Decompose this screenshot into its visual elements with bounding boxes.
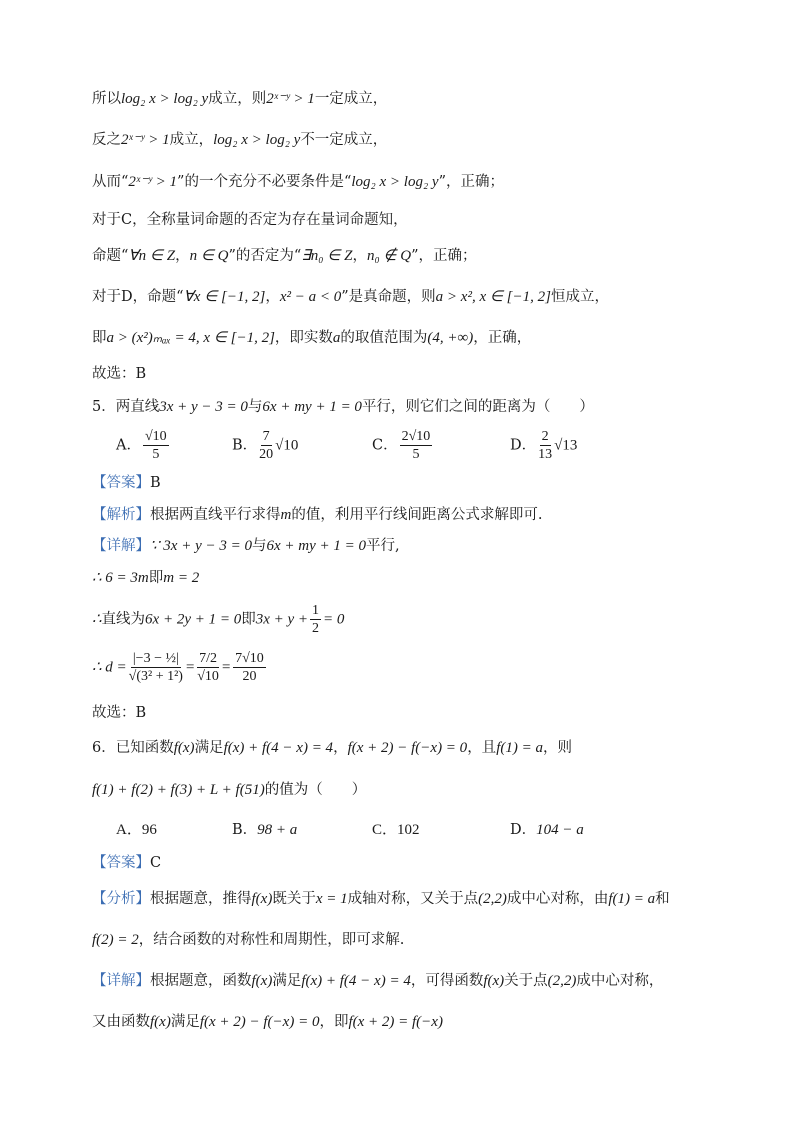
math-expr: 3x + y + <box>255 611 309 628</box>
text: ， <box>265 289 280 305</box>
math-expr: 2ˣ⁻ʸ > 1 <box>128 174 178 190</box>
denominator: 20 <box>242 669 257 684</box>
analysis-line-cont <box>92 930 404 950</box>
question-5-stem <box>92 397 594 417</box>
option-d <box>510 428 577 463</box>
math-expr: f(x) + f(4 − x) = 4 <box>301 973 411 989</box>
text-line <box>92 287 609 307</box>
option-a <box>116 428 171 463</box>
math-expr: f(x) <box>251 973 273 989</box>
text: 故选：B <box>92 366 147 382</box>
detail-tag: 【详解】 <box>92 538 150 554</box>
math-expr: f(x) + f(4 − x) = 4 <box>223 740 334 756</box>
step-line <box>92 650 268 685</box>
denominator: 2 <box>312 621 320 636</box>
option-b <box>232 428 298 463</box>
text-line <box>92 328 531 348</box>
denominator: 13 <box>538 447 553 462</box>
fraction <box>129 650 183 685</box>
text: ，即 <box>319 1014 349 1030</box>
text: 成立， <box>169 132 214 148</box>
text: 对于D，命题“ <box>92 289 184 305</box>
text: 满足 <box>194 740 224 756</box>
text: 成轴对称，又关于点 <box>347 891 479 907</box>
math-expr: 2ˣ⁻ʸ > 1 <box>266 91 315 107</box>
text: 即 <box>92 330 107 346</box>
text: 和 <box>655 891 670 907</box>
numerator: 7√10 <box>235 651 264 666</box>
math-expr: f(x + 2) − f(−x) = 0 <box>347 740 468 756</box>
option-label: B． <box>232 822 258 838</box>
math-expr: x = 1 <box>315 891 348 907</box>
option-label: D． <box>510 822 537 838</box>
text: ，即实数 <box>274 330 333 346</box>
text-line <box>92 130 387 150</box>
detail-line <box>92 536 400 556</box>
text: 成中心对称， <box>576 973 664 989</box>
math-expr: ∀n ∈ Z <box>128 248 176 264</box>
numerator: |−3 − ½| <box>132 651 179 666</box>
math-expr: = 0 <box>323 611 345 628</box>
text-line <box>92 210 408 230</box>
option-text: 104 − a <box>536 822 584 838</box>
text-line <box>92 246 476 266</box>
text: ，可得函数 <box>410 973 484 989</box>
option-label: A． <box>116 437 141 454</box>
text: 的值为（ ） <box>264 782 367 798</box>
answer-value: B <box>150 475 161 491</box>
math-expr: f(1) = a <box>608 891 656 907</box>
option-a <box>116 820 157 840</box>
math-expr: f(1) = a <box>496 740 543 756</box>
math-expr: f(x) <box>150 1014 171 1030</box>
text: ”的一个充分不必要条件是“ <box>177 174 352 190</box>
detail-line-cont <box>92 1012 443 1032</box>
math-expr: ∀x ∈ [−1, 2] <box>183 289 266 305</box>
option-d <box>510 820 584 840</box>
option-text: A．96 <box>116 822 157 838</box>
answer-line <box>92 853 161 873</box>
text: 即 <box>241 611 256 628</box>
text: 恒成立， <box>550 289 609 305</box>
math-expr: a > (x²)ₘₐₓ = 4, x ∈ [−1, 2] <box>106 330 275 346</box>
numerator: 2√10 <box>401 429 431 444</box>
analysis-line <box>92 505 542 525</box>
answer-value: C <box>150 855 162 871</box>
text: 的值，利用平行线间距离公式求解即可. <box>291 507 543 523</box>
text: ”的否定为“ <box>228 248 302 264</box>
math-expr: = <box>221 659 232 676</box>
option-label: B． <box>232 437 258 454</box>
step-line <box>92 602 344 637</box>
fraction <box>310 602 321 637</box>
option-text: 98 + a <box>257 822 298 838</box>
math-expr: f(2) = 2 <box>92 932 139 948</box>
math-expr: log₂ x > log₂ y <box>351 174 439 190</box>
math-expr: ∵ 3x + y − 3 = 0 <box>150 538 252 554</box>
text: ”，正确； <box>411 248 477 264</box>
fraction <box>538 428 552 463</box>
math-expr: (2,2) <box>478 891 507 907</box>
math-expr: a > x², x ∈ [−1, 2] <box>435 289 551 305</box>
detail-tag: 【详解】 <box>92 973 150 989</box>
fraction <box>197 650 219 685</box>
math-expr: a <box>332 330 341 346</box>
denominator: 20 <box>259 447 274 462</box>
analysis-tag: 【分析】 <box>92 891 150 907</box>
math-expr: f(x) <box>251 891 273 907</box>
text: ，正确， <box>473 330 532 346</box>
option-c <box>372 428 434 463</box>
text: 根据题意，推得 <box>150 891 252 907</box>
text: 对于C，全称量词命题的否定为存在量词命题知， <box>92 212 408 228</box>
math-expr: 3x + y − 3 = 0 <box>159 399 248 415</box>
option-b <box>232 820 297 840</box>
math-expr: f(x) <box>483 973 505 989</box>
math-expr: 6x + my + 1 = 0 <box>266 538 366 554</box>
text: ，且 <box>467 740 497 756</box>
text: ， <box>333 740 348 756</box>
text: 满足 <box>272 973 302 989</box>
text: 与 <box>247 399 263 415</box>
numerator: 2 <box>541 429 549 444</box>
numerator: 7/2 <box>199 651 217 666</box>
choice-line <box>92 703 146 723</box>
math-expr: n ∈ Q <box>189 248 229 264</box>
math-expr: ∴ d = <box>92 659 127 676</box>
text: 平行，则它们之间的距离为（ ） <box>361 399 594 415</box>
answer-tag: 【答案】 <box>92 475 150 491</box>
text: 反之 <box>92 132 121 148</box>
text: 成立，则 <box>208 91 267 107</box>
text: 所以 <box>92 91 121 107</box>
numerator: 7 <box>262 429 270 444</box>
step-line <box>92 568 199 588</box>
math-expr: f(x + 2) = f(−x) <box>348 1014 443 1030</box>
math-expr: 2ˣ⁻ʸ > 1 <box>121 132 170 148</box>
option-label: D． <box>510 437 537 454</box>
math-expr: m = 2 <box>163 570 200 586</box>
option-text: C．102 <box>372 822 420 838</box>
math-expr: 6x + my + 1 = 0 <box>262 399 362 415</box>
text: 一定成立， <box>314 91 388 107</box>
math-expr: (4, +∞) <box>427 330 474 346</box>
text: 命题“ <box>92 248 129 264</box>
text: 关于点 <box>504 973 548 989</box>
denominator: 5 <box>412 447 420 462</box>
text: 根据题意，函数 <box>150 973 252 989</box>
math-expr: x² − a < 0 <box>279 289 342 305</box>
fraction <box>143 428 169 463</box>
text: 5．两直线 <box>92 399 160 415</box>
numerator: 1 <box>312 603 320 618</box>
text: 成中心对称，由 <box>506 891 609 907</box>
math-expr: √10 <box>275 437 299 454</box>
text-line <box>92 364 146 384</box>
math-expr: (2,2) <box>547 973 577 989</box>
text: ，则 <box>542 740 572 756</box>
answer-line <box>92 473 161 493</box>
denominator: 5 <box>152 447 160 462</box>
denominator: √10 <box>197 669 219 684</box>
text: 满足 <box>170 1014 200 1030</box>
text-line <box>92 89 387 109</box>
math-expr: n₀ ∉ Q <box>366 248 412 264</box>
text: 不一定成立， <box>300 132 388 148</box>
text: ”是真命题，则 <box>341 289 436 305</box>
text: 从而“ <box>92 174 129 190</box>
text: 故选：B <box>92 705 147 721</box>
text: ， <box>175 248 190 264</box>
math-expr: ∴ <box>92 611 102 628</box>
text: 直线为 <box>101 611 146 628</box>
text: ， <box>352 248 367 264</box>
text: 6．已知函数 <box>92 740 174 756</box>
text: 平行, <box>366 538 400 554</box>
math-expr: log₂ x > log₂ y <box>213 132 301 148</box>
fraction <box>400 428 433 463</box>
answer-tag: 【答案】 <box>92 855 150 871</box>
question-6-stem-cont <box>92 780 366 800</box>
math-expr: 6x + 2y + 1 = 0 <box>145 611 242 628</box>
numerator: √10 <box>144 429 167 444</box>
text: 即 <box>148 570 164 586</box>
text-line <box>92 172 504 192</box>
denominator: √(3² + 1²) <box>128 669 183 684</box>
text: 与 <box>251 538 267 554</box>
math-expr: f(x) <box>173 740 195 756</box>
math-expr: ∃n₀ ∈ Z <box>301 248 353 264</box>
fraction <box>233 650 266 685</box>
math-expr: f(1) + f(2) + f(3) + L + f(51) <box>92 782 265 798</box>
math-expr: log₂ x > log₂ y <box>121 91 209 107</box>
text: ”，正确； <box>438 174 504 190</box>
text: 既关于 <box>272 891 316 907</box>
text: 又由函数 <box>92 1014 150 1030</box>
analysis-tag: 【解析】 <box>92 507 150 523</box>
fraction <box>259 428 273 463</box>
analysis-line <box>92 889 670 909</box>
math-expr: ∴ 6 = 3m <box>92 570 149 586</box>
text: 根据两直线平行求得 <box>150 507 281 523</box>
question-6-stem <box>92 738 572 758</box>
math-expr: = <box>184 659 196 676</box>
text: ，结合函数的对称性和周期性，即可求解. <box>138 932 405 948</box>
math-expr: f(x + 2) − f(−x) = 0 <box>199 1014 320 1030</box>
option-c <box>372 820 420 840</box>
math-expr: √13 <box>554 437 578 454</box>
text: 的取值范围为 <box>340 330 428 346</box>
option-label: C． <box>372 437 398 454</box>
math-expr: m <box>280 507 292 523</box>
detail-line <box>92 971 663 991</box>
